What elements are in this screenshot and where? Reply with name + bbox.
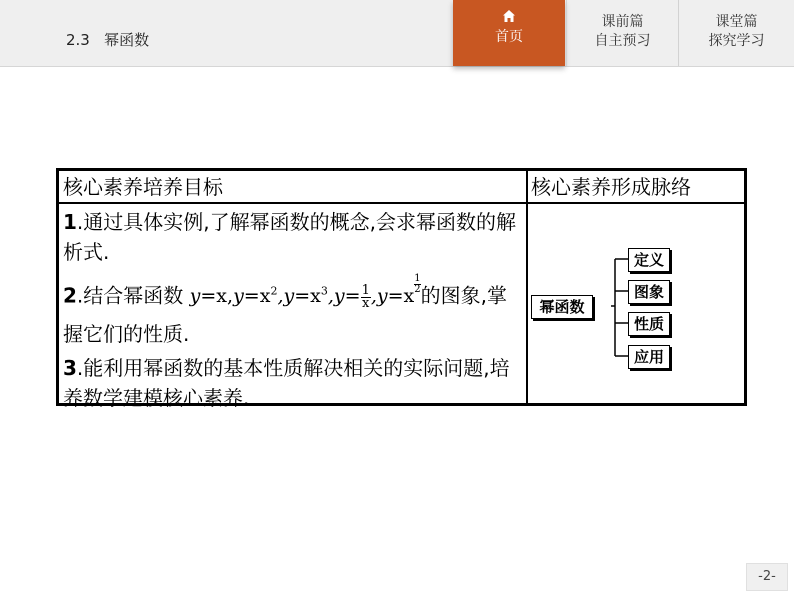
goal-3: 3.能利用幂函数的基本性质解决相关的实际问题,培养数学建模核心素养. <box>63 356 510 411</box>
goals-list <box>63 207 523 413</box>
goal-1: 1.通过具体实例,了解幂函数的概念,会求幂函数的解析式. <box>63 210 516 264</box>
concept-diagram <box>529 206 744 403</box>
goals-header: 核心素养培养目标 <box>59 171 527 204</box>
diagram-node-application: 应用 <box>628 345 670 369</box>
in-class-button[interactable] <box>678 0 794 66</box>
pre-class-line1: 课前篇 <box>601 14 644 30</box>
pre-class-button[interactable] <box>566 0 678 66</box>
fraction-1-over-x: $\frac{1}{x}$ <box>361 282 370 311</box>
diagram-node-graph: 图象 <box>628 280 670 304</box>
diagram-node-definition: 定义 <box>628 248 670 272</box>
diagram-node-property: 性质 <box>628 312 670 336</box>
in-class-line1: 课堂篇 <box>715 14 758 30</box>
diagram-root-power-function: 幂函数 <box>531 295 593 319</box>
top-bar <box>0 0 794 67</box>
page-number: -2- <box>746 563 788 591</box>
exponent-one-half: $\frac{1}{2}$ <box>414 273 421 296</box>
home-button[interactable] <box>453 0 565 66</box>
home-icon <box>502 9 516 23</box>
goal-2: 2.结合幂函数 $y=x,y=x^2,y=x^3,y=$ $\frac{1}{x}$ ,y=x $\frac{1}{2}$ 的图象,掌握它们的性质. <box>63 273 507 347</box>
in-class-line2: 探究学习 <box>708 33 765 49</box>
section-title: 2.3 幂函数 <box>66 31 150 49</box>
home-label: 首页 <box>495 29 523 45</box>
power-function-formulas: $y=x,y=x^2,y=x^3,y=$ $\frac{1}{x}$ ,y=x $\frac{1}{2}$ <box>189 273 421 311</box>
context-header: 核心素养形成脉络 <box>527 171 744 204</box>
column-divider <box>526 171 528 403</box>
pre-class-line2: 自主预习 <box>594 33 651 49</box>
literacy-table <box>56 168 747 411</box>
